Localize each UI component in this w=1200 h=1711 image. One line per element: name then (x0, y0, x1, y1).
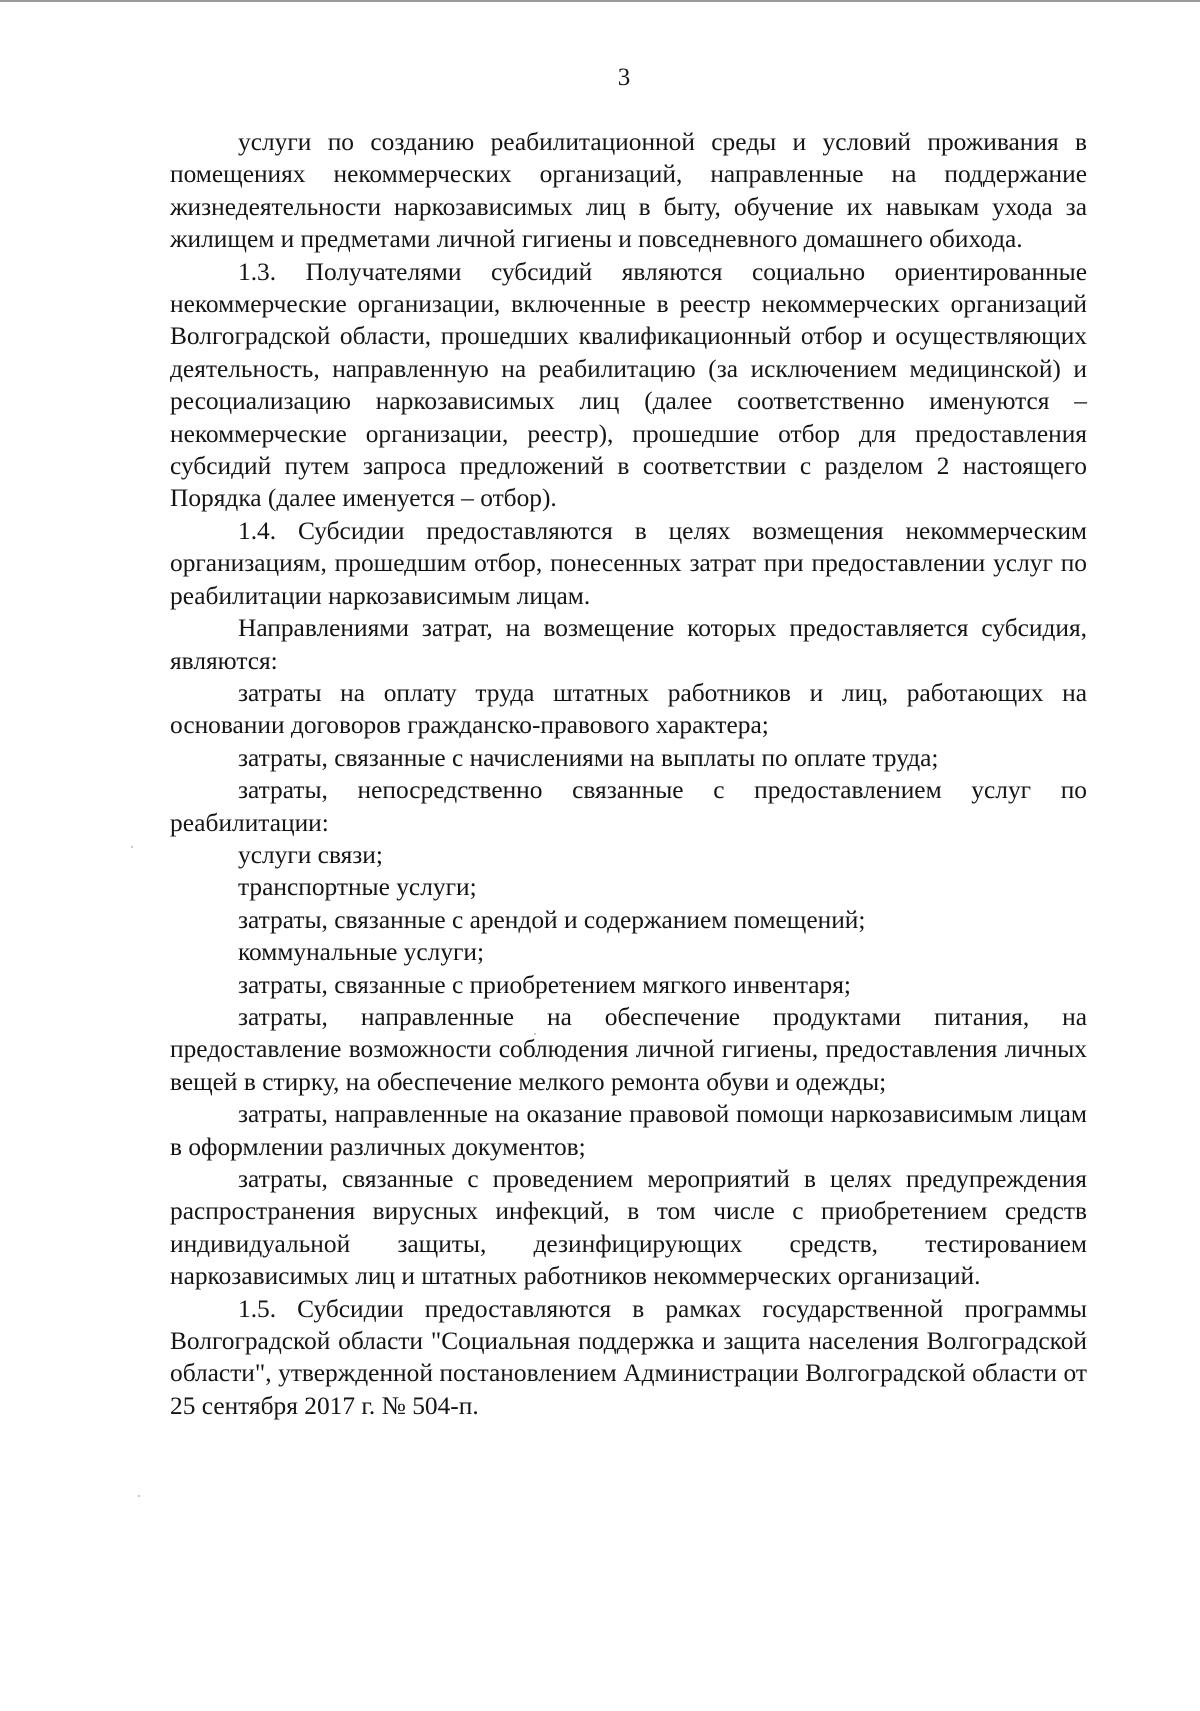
list-item-infection-prevention: затраты, связанные с проведением мероприятий в целях предупреждения распространения вирусных инфекций, в том числе с приобретением средств индивидуальной защиты, дезинфицирующих средств, тестированием наркозависимых лиц и штатных работников некоммерческих организаций. (170, 1165, 1087, 1291)
list-item-legal-aid: затраты, направленные на оказание правовой помощи наркозависимым лицам в оформлении различных документов; (170, 1100, 1087, 1161)
paragraph-rehab-services: услуги по созданию реабилитационной среды и условий проживания в помещениях некоммерческих организаций, направленные на поддержание жизнедеятельности наркозависимых лиц в быту, обучение их навыкам ухода за жилищем и предметами личной гигиены и повседневного домашнего обихода. (170, 128, 1087, 254)
list-item-direct-costs: затраты, непосредственно связанные с предоставлением услуг по реабилитации: (170, 776, 1087, 837)
paragraph-1-5-program: 1.5. Субсидии предоставляются в рамках государственной программы Волгоградской области "Социальная поддержка и защита населения Волгоградской области", утвержденной постановлением Администрации Волгоградской области от 25 сентября 2017 г. № 504-п. (170, 1294, 1087, 1420)
list-item-transport: транспортные услуги; (238, 873, 477, 902)
list-item-soft-inventory: затраты, связанные с приобретением мягкого инвентаря; (238, 970, 851, 999)
scan-speck (138, 1495, 140, 1497)
list-item-premises: затраты, связанные с арендой и содержанием помещений; (238, 905, 866, 934)
paragraph-1-4-subsidies: 1.4. Субсидии предоставляются в целях возмещения некоммерческим организациям, прошедшим отбор, понесенных затрат при предоставлении услуг по реабилитации наркозависимым лицам. (170, 516, 1087, 610)
list-item-communication: услуги связи; (238, 840, 383, 869)
paragraph-cost-directions: Направлениями затрат, на возмещение которых предоставляется субсидия, являются: (170, 614, 1087, 675)
scan-speck (131, 846, 133, 848)
scan-speck (534, 1033, 536, 1035)
list-item-labor-costs: затраты на оплату труда штатных работников и лиц, работающих на основании договоров гражданско-правового характера; (170, 678, 1087, 740)
document-body (170, 126, 1087, 1422)
list-item-payroll-charges: затраты, связанные с начислениями на выплаты по оплате труда; (238, 743, 939, 772)
list-item-food-hygiene: затраты, направленные на обеспечение продуктами питания, на предоставление возможности соблюдения личной гигиены, предоставления личных вещей в стирку, на обеспечение мелкого ремонта обуви и одежды; (170, 1002, 1087, 1096)
page-number: 3 (617, 64, 631, 91)
paragraph-1-3-recipients: 1.3. Получателями субсидий являются социально ориентированные некоммерческие организации, включенные в реестр некоммерческих организаций Волгоградской области, прошедших квалификационный отбор и осуществляющих деятельность, направленную на реабилитацию (за исключением медицинской) и ресоциализацию наркозависимых лиц (далее соответственно именуются – некоммерческие организации, реестр), прошедшие отбор для предоставления субсидий путем запроса предложений в соответствии с разделом 2 настоящего Порядка (далее именуется – отбор). (170, 257, 1087, 513)
list-item-utilities: коммунальные услуги; (238, 938, 485, 967)
